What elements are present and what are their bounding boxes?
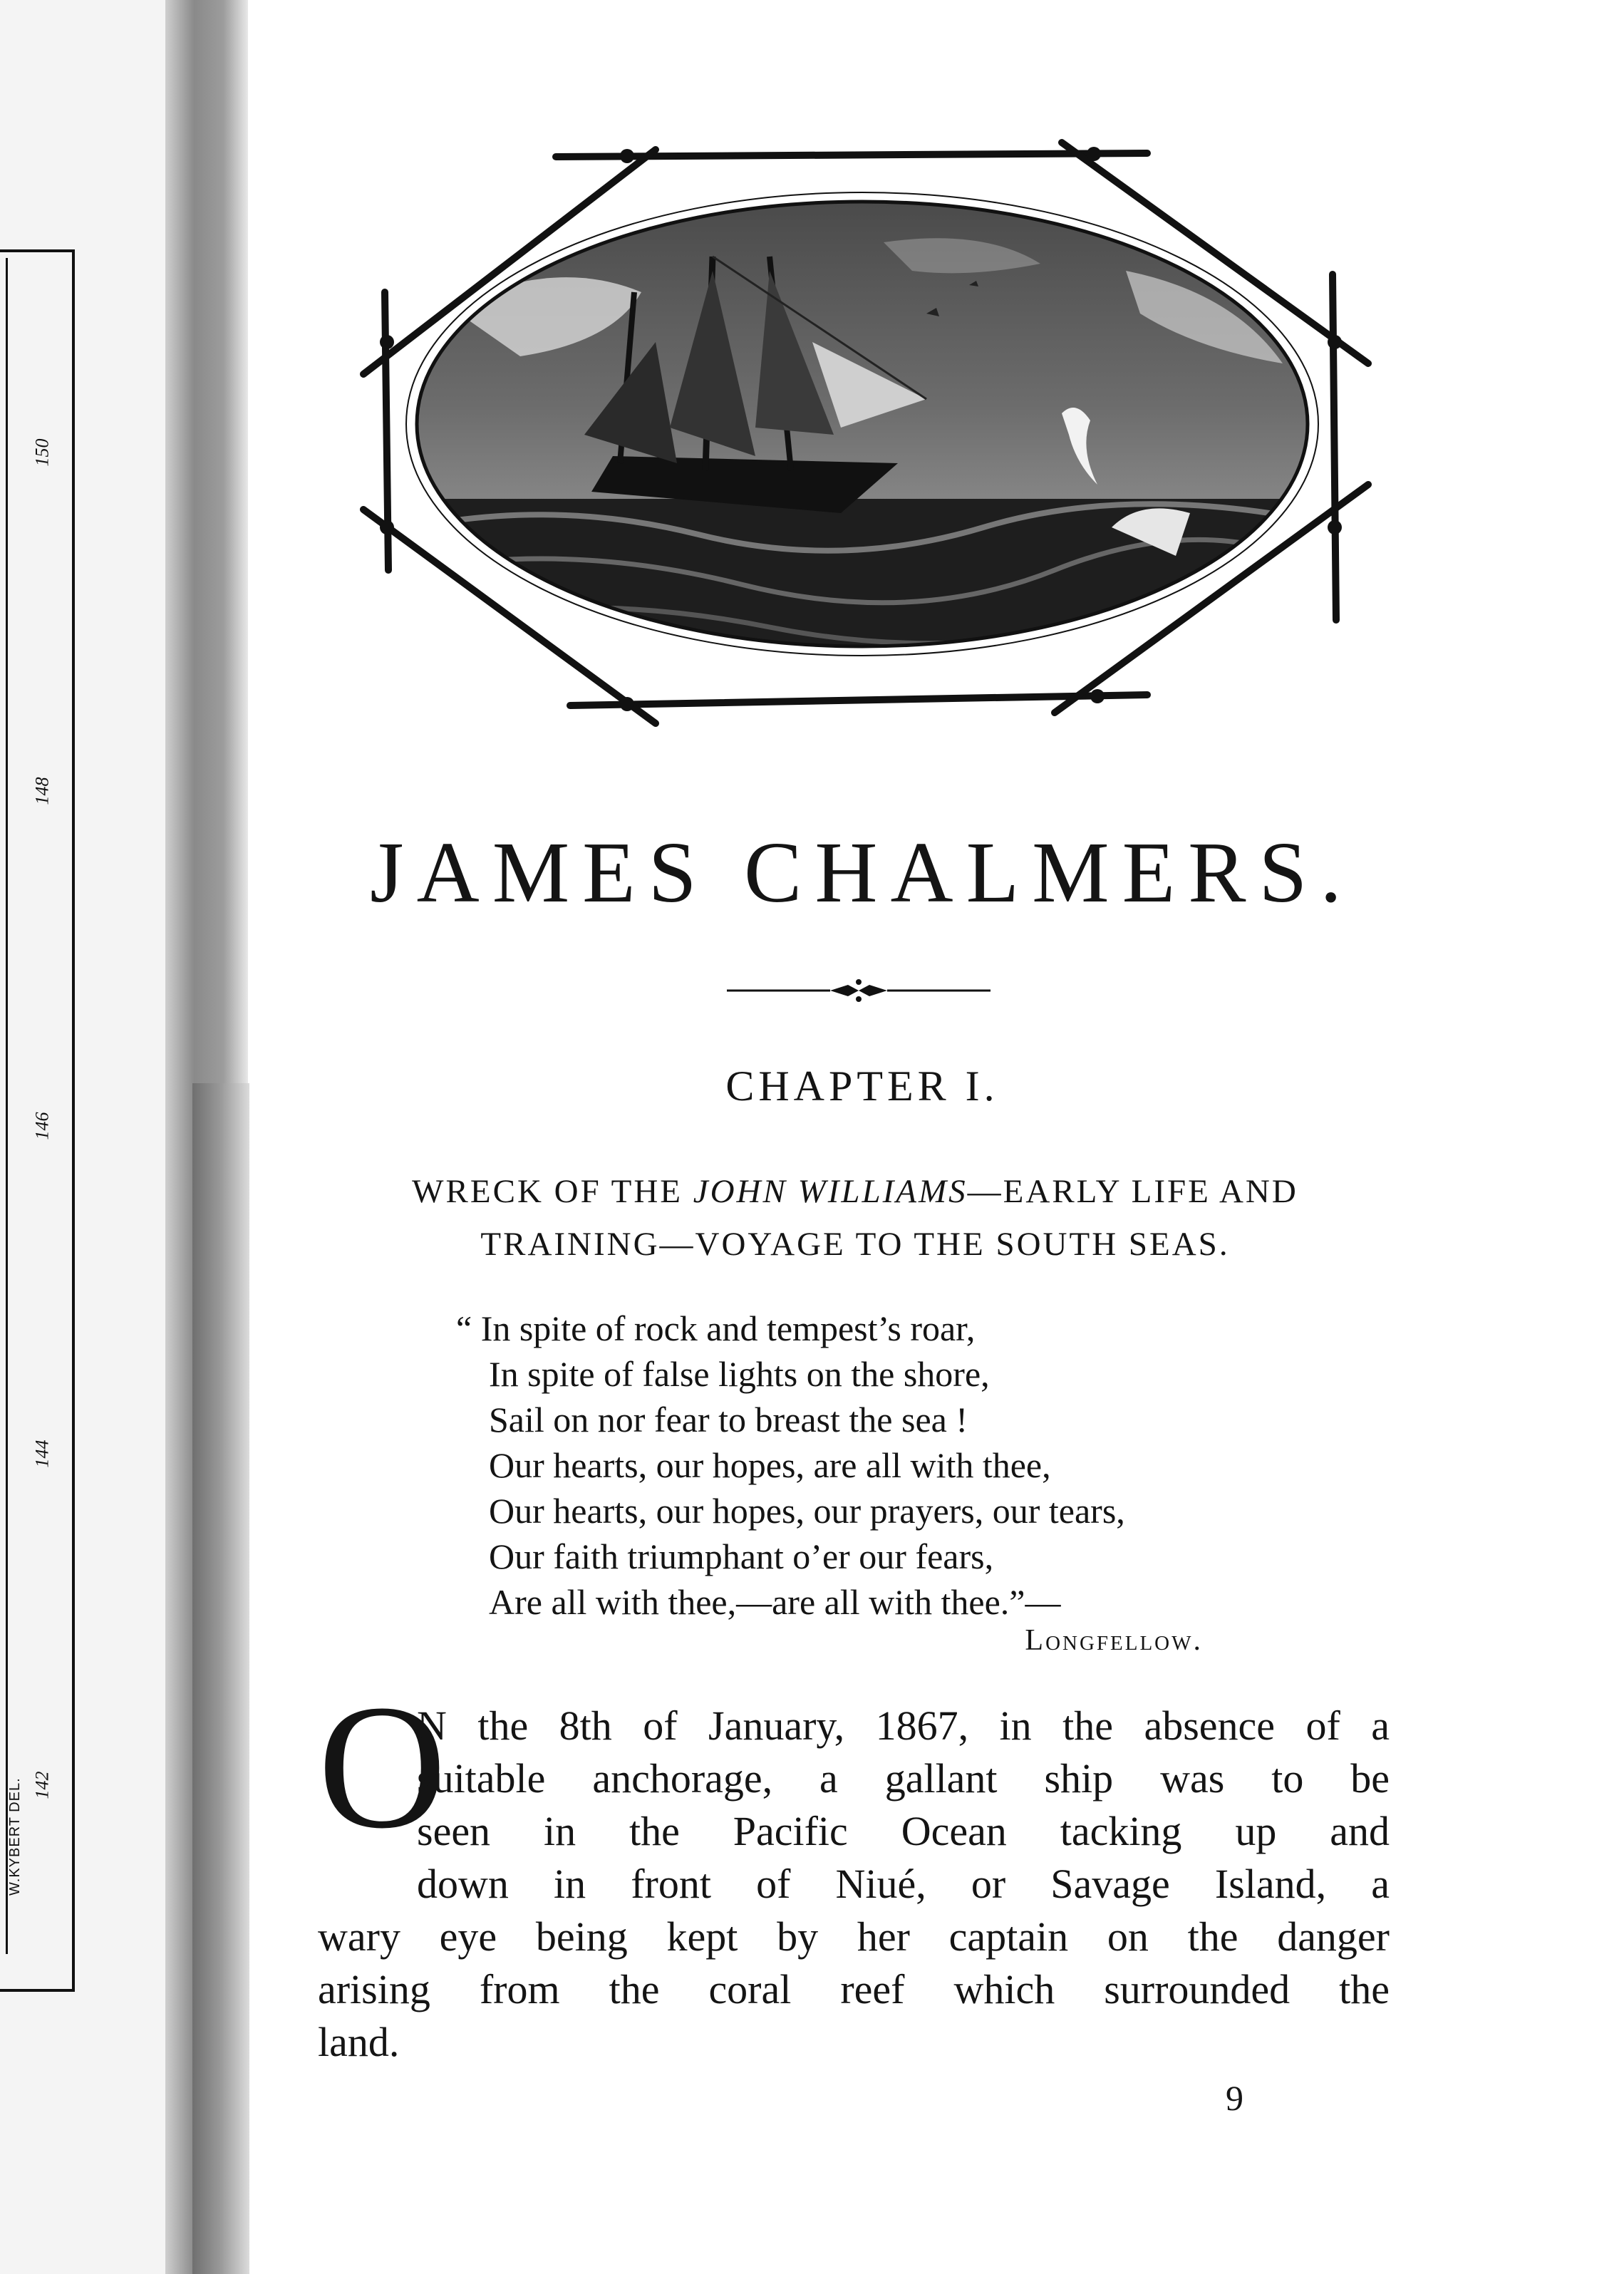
summary-text: —EARLY LIFE AND [967,1173,1298,1210]
facing-page-map [0,0,165,2274]
summary-line-2: TRAINING—VOYAGE TO THE SOUTH SEAS. [480,1226,1230,1263]
sea-scene [413,200,1311,670]
poem-line: Our hearts, our hopes, are all with thee, [489,1445,1051,1485]
poem-line: Our hearts, our hopes, our prayers, our tears, [489,1491,1125,1531]
body-line: wary eye being kept by her captain on the danger [318,1913,1390,1960]
poem-line: Are all with thee,—are all with thee.”— [489,1582,1061,1622]
poem-line: Our faith triumphant o’er our fears, [489,1536,994,1576]
map-tick-label: 144 [31,1440,53,1468]
map-tick-label: 148 [31,777,53,805]
body-line: land. [318,2019,400,2065]
summary-text: WRECK OF THE [412,1173,693,1210]
body-paragraph [318,1911,1390,2069]
body-line: down in front of Niué, or Savage Island, a [417,1861,1390,1907]
body-line: N the 8th of January, 1867, in the absence of a [417,1702,1390,1749]
engraver-credit: W.KYBERT DEL. [7,1777,23,1896]
chapter-heading: CHAPTER I. [725,1063,999,1110]
epigraph-poem [456,1306,1297,1625]
map-tick-label: 142 [31,1771,53,1799]
body-paragraph-indented [417,1700,1390,1911]
poem-line: Sail on nor fear to breast the sea ! [489,1400,968,1440]
poem-line: In spite of false lights on the shore, [489,1354,990,1394]
title-ornament [723,976,994,1005]
book-gutter-shadow [192,1083,249,2274]
map-tick-label: 146 [31,1112,53,1140]
poem-attribution: Longfellow. [1025,1624,1203,1657]
map-tick-label: 150 [31,438,53,467]
ship-engraving-illustration [342,128,1382,741]
map-inner-border [0,258,8,1954]
body-line: seen in the Pacific Ocean tacking up and [417,1808,1390,1854]
poem-line: “ In spite of rock and tempest’s roar, [456,1308,976,1348]
body-line: suitable anchorage, a gallant ship was to be [417,1755,1390,1802]
body-line: arising from the coral reef which surrounded the [318,1966,1390,2012]
page-number: 9 [1226,2078,1243,2118]
drop-cap: O [318,1668,447,1866]
ship-name: JOHN WILLIAMS [693,1173,968,1210]
page-title: JAMES CHALMERS. [370,825,1355,921]
summary-line-1 [314,1165,1397,1218]
chapter-summary [314,1165,1397,1271]
